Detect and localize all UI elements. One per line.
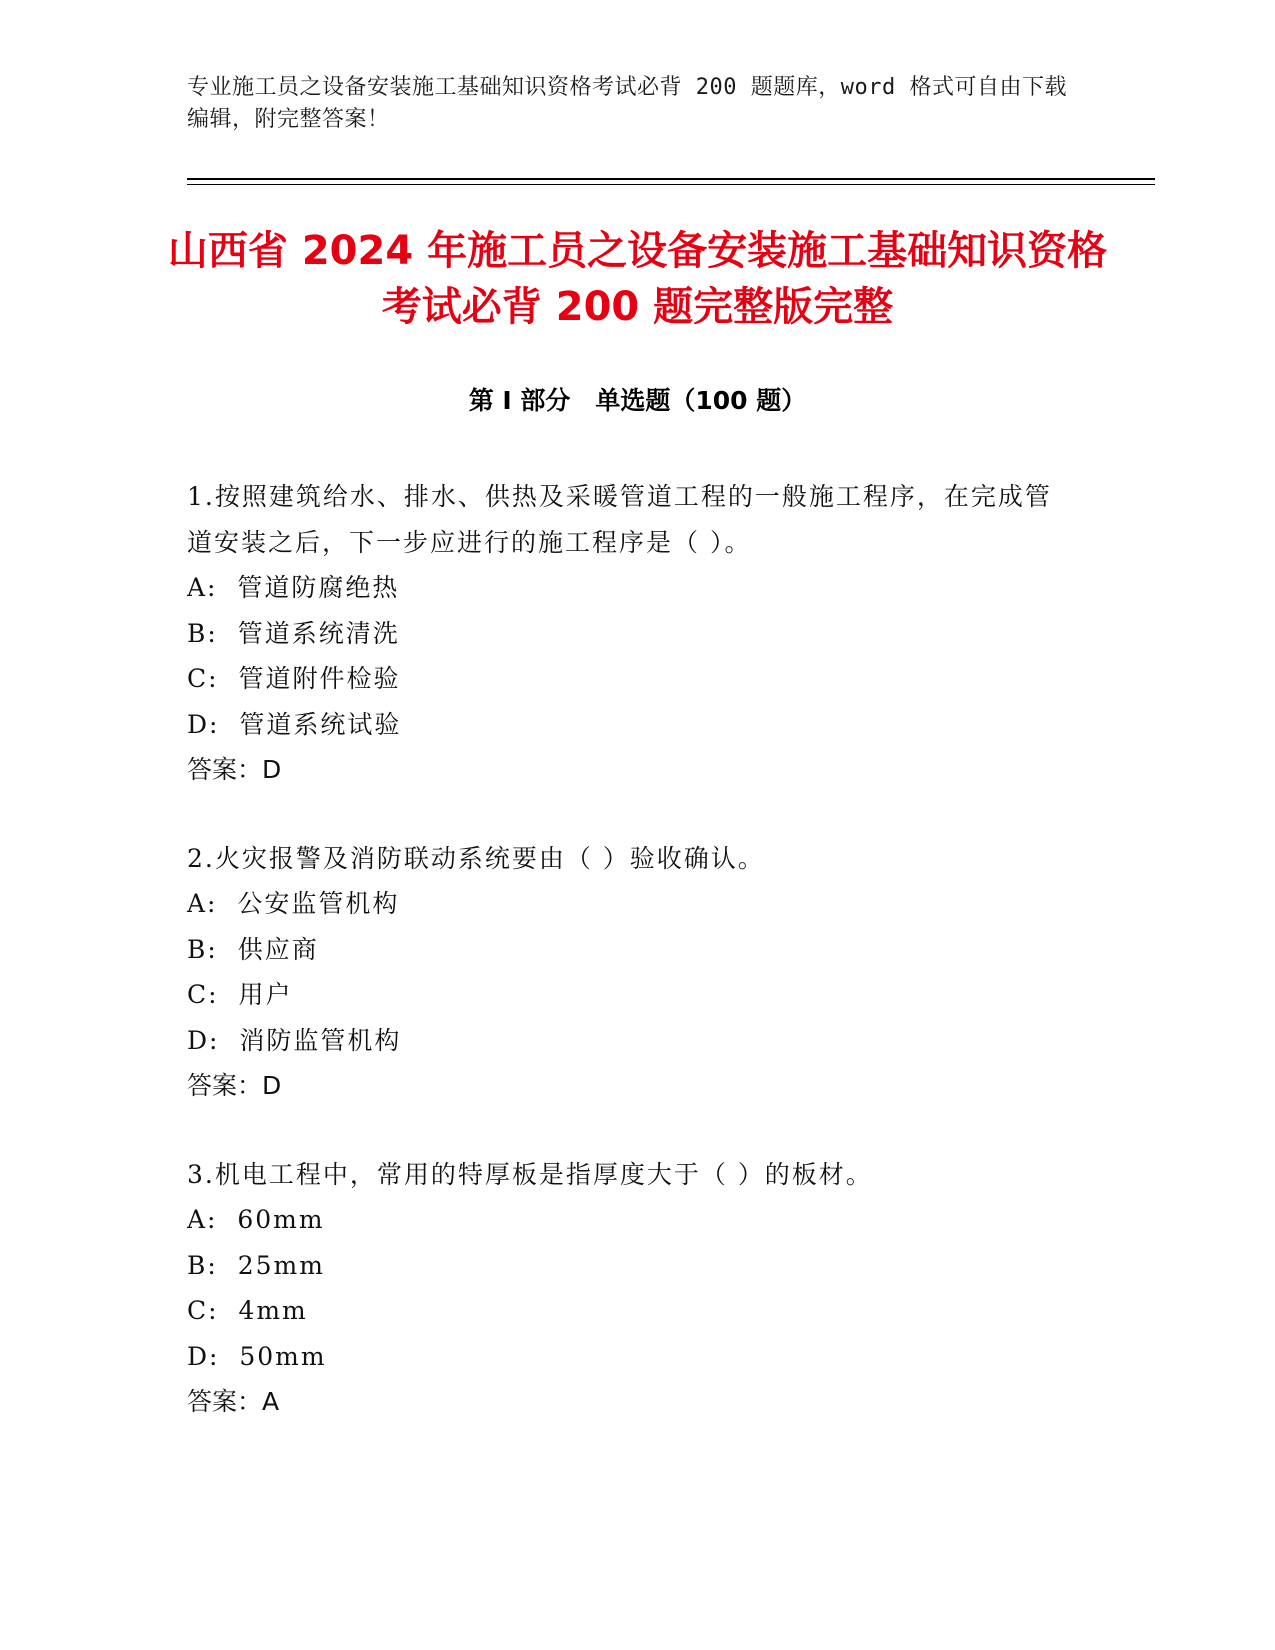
question-1: [187, 474, 1067, 793]
answer: 答案：A: [187, 1387, 280, 1416]
question-3: [187, 1152, 1067, 1425]
answer: 答案：D: [187, 1071, 282, 1100]
option-a: A: 管道防腐绝热: [187, 573, 400, 602]
section-heading: 第 I 部分 单选题（100 题）: [468, 386, 807, 415]
option-a: A: 60mm: [187, 1205, 325, 1234]
option-d: D: 50mm: [187, 1341, 327, 1371]
question-stem: 1.按照建筑给水、排水、供热及采暖管道工程的一般施工程序，在完成管道安装之后，下一步应进行的施工程序是（ ）。: [187, 482, 1052, 557]
question-list: [187, 474, 1067, 1468]
question-stem: 2.火灾报警及消防联动系统要由（ ）验收确认。: [187, 843, 765, 873]
option-b: B: 25mm: [187, 1250, 325, 1280]
option-c: C: 4mm: [187, 1296, 308, 1325]
option-b: B: 供应商: [187, 934, 319, 964]
answer: 答案：D: [187, 755, 282, 784]
question-2: [187, 836, 1067, 1109]
question-stem: 3.机电工程中，常用的特厚板是指厚度大于（ ）的板材。: [187, 1159, 873, 1189]
header-note: 专业施工员之设备安装施工基础知识资格考试必背 200 题题库，word 格式可自由下载编辑，附完整答案！: [187, 75, 1067, 132]
document-title: 山西省 2024 年施工员之设备安装施工基础知识资格考试必背 200 题完整版完整: [167, 228, 1108, 330]
header-rule-thin: [187, 184, 1155, 185]
option-a: A: 公安监管机构: [187, 889, 400, 918]
option-d: D: 消防监管机构: [187, 1025, 402, 1055]
option-c: C: 用户: [187, 980, 293, 1009]
header-rule-thick: [187, 178, 1155, 180]
option-d: D: 管道系统试验: [187, 709, 402, 739]
option-c: C: 管道附件检验: [187, 664, 401, 693]
option-b: B: 管道系统清洗: [187, 618, 400, 648]
